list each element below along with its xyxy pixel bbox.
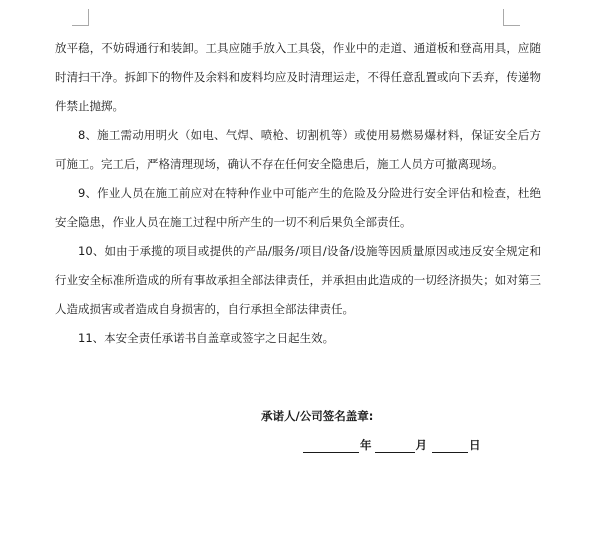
day-label: 日 (469, 438, 481, 452)
margin-corner-mark-right (503, 9, 520, 26)
year-label: 年 (360, 438, 372, 452)
paragraph-item-10: 10、如由于承揽的项目或提供的产品/服务/项目/设备/设施等因质量原因或违反安全规定和行业安全标准所造成的所有事故承担全部法律责任，并承担由此造成的一切经济损失；如对第三人造成损害或者造成自身损害的，自行承担全部法律责任。 (55, 244, 541, 316)
paragraph-item-8: 8、施工需动用明火（如电、气焊、喷枪、切割机等）或使用易燃易爆材料，保证安全后方可施工。完工后，严格清理现场，确认不存在任何安全隐患后，施工人员方可撤离现场。 (55, 128, 541, 171)
paragraph-item-11: 11、本安全责任承诺书自盖章或签字之日起生效。 (78, 331, 335, 345)
signature-label: 承诺人/公司签名盖章: (261, 409, 374, 423)
month-label: 月 (415, 438, 427, 452)
margin-corner-mark-left (72, 9, 89, 26)
day-blank (432, 438, 468, 453)
month-blank (375, 438, 415, 453)
paragraph-item-9: 9、作业人员在施工前应对在特种作业中可能产生的危险及分险进行安全评估和检查，杜绝安全隐患，作业人员在施工过程中所产生的一切不利后果负全部责任。 (55, 186, 541, 229)
year-blank (303, 438, 359, 453)
document-body (55, 34, 541, 353)
date-line (303, 437, 482, 453)
paragraph-continuation: 放平稳，不妨碍通行和装卸。工具应随手放入工具袋，作业中的走道、通道板和登高用具，应随时清扫干净。拆卸下的物件及余料和废料均应及时清理运走，不得任意乱置或向下丢弃，传递物件禁止抛掷。 (55, 41, 541, 113)
